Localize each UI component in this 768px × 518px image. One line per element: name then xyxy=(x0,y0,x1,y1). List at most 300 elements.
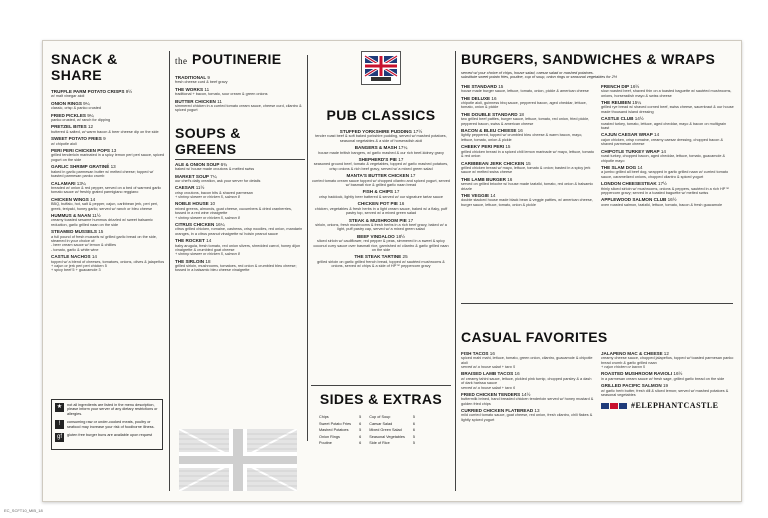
item-price: 17 xyxy=(398,157,404,163)
item-price: 12 xyxy=(87,124,94,130)
casual-right-wrap xyxy=(601,351,735,424)
item-description: grilled tenderloin marinated in a spicy lemon peri peri sauce, spiced yogurt on the side xyxy=(51,153,165,162)
menu-item xyxy=(51,213,165,227)
item-name: THE STEAK TARTINE xyxy=(354,254,402,260)
item-price: 9 xyxy=(207,75,210,80)
side-price: 5 xyxy=(412,415,416,419)
item-price: 11 xyxy=(204,86,210,92)
item-price: 14 xyxy=(637,164,643,170)
menu-item xyxy=(311,218,451,232)
menu-item xyxy=(461,112,595,126)
item-name: CAESAR xyxy=(175,185,195,191)
snack-section xyxy=(51,51,165,497)
legend-row xyxy=(55,433,159,442)
burgers-title: BURGERS, SANDWICHES & WRAPS xyxy=(461,51,716,67)
item-description: w/ garlic herb butter, fresh dill & sliced lemon; served w/ mashed potatoes & seasonal vegetables xyxy=(601,388,729,398)
item-name: FISH TACOS xyxy=(461,351,489,356)
menu-item xyxy=(461,193,595,207)
item-name: SWEET POTATO FRIES xyxy=(51,136,102,142)
item-name: MARKET SOUP xyxy=(175,173,209,179)
item-name: THE VEGGIE xyxy=(461,192,490,198)
item-price: 11½ xyxy=(92,212,101,218)
item-name: THE DOUBLE STANDARD xyxy=(461,111,518,117)
item-description: buttermilk brined, hand breaded chicken tenderloin served w/ honey mustard & golden fried chips xyxy=(461,397,594,406)
union-jack-graphic xyxy=(179,429,297,491)
social-row xyxy=(601,401,735,410)
item-price: 17 xyxy=(410,173,416,179)
soups-title: SOUPS & GREENS xyxy=(175,124,241,157)
pub-section xyxy=(311,51,451,497)
poutine-title-small: the xyxy=(175,56,188,66)
item-price: 18½ xyxy=(396,233,405,239)
item-description: crisp haddock, lightly beer battered & served w/ our signature tartar sauce xyxy=(318,194,444,199)
item-price: 17 xyxy=(408,217,414,223)
menu-item xyxy=(51,136,165,146)
item-name: THE WORKS xyxy=(175,86,204,92)
item-price: 9¼ xyxy=(83,100,90,106)
item-price: 15 xyxy=(525,160,531,166)
item-addon: + shrimp skewer or chicken 5, salmon 8 xyxy=(175,195,240,200)
item-price: 17½ xyxy=(657,181,667,187)
side-price: 5 xyxy=(412,441,416,446)
menu-item xyxy=(311,201,451,215)
item-description: crisp croutons, bacon bits & shaved parmesan xyxy=(175,190,253,195)
item-price: 9¼ xyxy=(87,112,94,118)
menu-item xyxy=(311,145,451,155)
social-icons xyxy=(601,403,627,409)
menu-item xyxy=(51,124,165,134)
item-price: 15 xyxy=(98,229,104,235)
item-name: CURRIED CHICKEN FLATBREAD xyxy=(461,408,534,414)
item-price: 13 xyxy=(534,408,540,414)
menu-item xyxy=(461,128,595,142)
item-price: 15 xyxy=(505,144,511,150)
side-price: 6 xyxy=(359,421,362,426)
side-price: 5 xyxy=(359,415,362,419)
column-divider xyxy=(307,55,308,441)
item-description: roasted turkey, tomato, lettuce, aged cheddar, mayo & bacon on multigrain toast xyxy=(601,121,727,131)
item-description: sliced sirloin w/ cauliflower, red pepper & peas, simmered in a sweet & spicy coconut curry sauce over basmati rice, garnished w/ cilantro & garlic grilled naan on the side xyxy=(313,239,449,252)
item-name: APPLEWOOD SALMON CLUB xyxy=(601,197,667,203)
menu-item xyxy=(311,254,451,268)
burgers-intro: served w/ your choice of chips, house salad, caesar salad or mashed potatoes. xyxy=(461,71,594,75)
hashtag: #ELEPHANTCASTLE xyxy=(631,401,719,411)
item-name: THE LAMB BURGER xyxy=(461,176,506,182)
item-description: grilled chicken breast w/ mayo, lettuce, tomato & onion; basted in a spicy jerk sauce w/ melted swiss cheese xyxy=(461,165,591,175)
item-description: chipotle aioli, guinness bbq sauce, peppered bacon, aged cheddar, lettuce, tomato, onion & pickle xyxy=(461,101,587,110)
item-price: 15¼ xyxy=(632,100,642,106)
side-price: 6 xyxy=(359,441,362,446)
column-divider xyxy=(169,51,170,491)
item-description: a jumbo grilled all beef dog, wrapped in garlic grilled naan w/ curried tomato sauce, caramelized onions, chopped cilantro & spiced yogurt xyxy=(601,170,729,179)
pub-items xyxy=(311,129,451,269)
item-name: ONION RINGS xyxy=(51,100,82,106)
menu-item xyxy=(461,371,595,389)
menu-item xyxy=(51,113,165,123)
poutine-title: POUTINERIE xyxy=(191,51,282,67)
side-name: Cup of Soup xyxy=(369,415,391,419)
legend-row xyxy=(55,420,159,429)
sides-row xyxy=(319,415,421,420)
legend-box xyxy=(51,399,163,450)
instagram-icon xyxy=(610,403,618,409)
item-name: FRENCH DIP xyxy=(601,83,629,89)
sides-row xyxy=(319,435,421,440)
item-description: grilled chicken breast in a spiced chili lemon marinade w/ mayo, lettuce, tomato & red onion xyxy=(461,149,594,159)
item-description: a full pound of fresh mussels w/ grilled garlic bread on the side, steamed in your choice of: xyxy=(51,234,157,243)
item-name: FISH & CHIPS xyxy=(362,189,393,195)
item-price: 14 xyxy=(90,196,96,202)
menu-item xyxy=(461,351,595,369)
item-price: 11 xyxy=(217,98,222,104)
menu-item xyxy=(51,101,165,111)
item-description: served on grilled brioche w/ house made tzatziki, tomato, red onion & balsamic drizzle xyxy=(461,182,594,191)
menu-item xyxy=(461,161,595,175)
item-price: 13¼ xyxy=(76,180,86,186)
side-price: 5 xyxy=(412,434,416,439)
item-name: CAJUN CAESAR WRAP xyxy=(601,132,653,138)
item-addon: + shrimp skewer or chicken 5, salmon 8 xyxy=(175,215,240,220)
item-price: 17½ xyxy=(413,129,423,134)
item-description: cajun chicken, crisp romaine, creamy caesar dressing, chopped bacon & shaved parmesan cheese xyxy=(601,137,723,147)
item-addon: served w/ a house salad + taco 5 xyxy=(461,365,516,370)
menu-item xyxy=(311,234,451,253)
item-name: CASTLE CLUB xyxy=(601,116,634,122)
menu-item xyxy=(461,144,595,158)
item-description: roast turkey, chopped bacon, aged cheddar, lettuce, tomato, guacamole & chipotle mayo xyxy=(601,154,726,163)
item-name: GARLIC SHRIMP GRATINÉ xyxy=(51,164,110,170)
item-name: NOBLE HOUSE xyxy=(175,201,209,207)
item-description: seasoned ground beef, tomato & vegetables, topped w/ garlic mashed potatoes, crisp onions & rich beef gravy, served w/ a mixed green salad xyxy=(313,162,449,171)
menu-item xyxy=(601,197,735,207)
menu-item xyxy=(311,157,451,171)
item-description: thinly sliced sirloin w/ mushrooms, onions & peppers, sautéed in a rich HP™ peppercorn gravy; served in a toasted baguette w/ melted swiss xyxy=(601,186,730,195)
item-name: THE REUBEN xyxy=(601,100,631,106)
menu-item xyxy=(175,238,303,256)
menu-item xyxy=(461,84,595,94)
item-name: CHEEKY PERI PERI xyxy=(461,144,505,150)
item-name: CHICKEN POT PIE xyxy=(357,201,398,207)
menu-item xyxy=(601,165,735,179)
menu-item xyxy=(175,87,303,97)
item-name: CHIPOTLE TURKEY WRAP xyxy=(601,148,660,154)
facebook-icon xyxy=(601,403,609,409)
legend-symbol: ! xyxy=(55,420,64,429)
item-name: CASTLE NACHOS xyxy=(51,254,91,260)
item-price: 16 xyxy=(517,128,523,134)
item-description: topped w/ a blend of cheeses, tomatoes, onions, olives & jalapeños xyxy=(51,259,165,264)
side-name: Caesar Salad xyxy=(369,421,393,426)
menu-item xyxy=(175,185,303,199)
item-description: chicken, vegetables & fresh herbs in a light cream sauce, baked w/ a flaky, puff pastry top, served w/ a mixed green salad xyxy=(314,206,448,216)
item-description: creamy cheese sauce, chopped jalapeños, topped w/ toasted parmesan panko bread crumb & garlic grilled naan xyxy=(601,356,734,365)
item-description: w/ creamy tahini sauce, lettuce, pickled pink turnip, chopped parsley & a dash of dark harissa sauce xyxy=(461,376,592,386)
side-name: Poutine xyxy=(319,441,332,446)
item-description: lightly peppered, topped w/ crumbled bleu cheese & warm bacon, mayo, lettuce, tomato, onion & pickle xyxy=(461,133,583,142)
item-price: 14 xyxy=(660,148,666,154)
item-description: citrus grilled chicken, romaine, cashews, crisp noodles, red onion, mandarin oranges, in a citrus peanut vinaigrette w/ hoisin peanut sauce xyxy=(175,227,303,236)
item-price: 17¼ xyxy=(398,145,408,151)
legend-symbol: ★ xyxy=(56,404,63,410)
poutine-soups-section xyxy=(175,51,303,497)
item-addon: + shrimp skewer or chicken 5, salmon 8 xyxy=(175,252,240,257)
elephant-flag-logo xyxy=(361,51,401,85)
item-price: 16¼ xyxy=(215,221,225,227)
menu-item xyxy=(601,116,735,130)
item-description: house made british bangers, w/ garlic mashed & our rich beef-kidney gravy xyxy=(318,150,444,155)
item-price: 15 xyxy=(498,83,504,89)
item-name: FRIED PICKLES xyxy=(51,112,86,118)
item-description: baked in garlic parmesan butter w/ melted cheese; topped w/ toasted parmesan panko crumb xyxy=(51,169,154,179)
item-name: PRETZEL BITES xyxy=(51,124,87,130)
item-price: 6¾ xyxy=(220,161,227,167)
menu-item xyxy=(175,222,303,236)
item-name: THE SIRLOIN xyxy=(175,258,205,264)
item-price: 16½ xyxy=(667,197,677,203)
sides-row xyxy=(319,428,421,433)
soups-items xyxy=(175,162,303,273)
menu-item xyxy=(175,174,303,184)
menu-item xyxy=(601,383,735,397)
menu-sheet xyxy=(42,40,742,502)
item-extra: - beer cream sauce w/ lemon & chillies - tomato, garlic & white wine xyxy=(51,243,116,252)
item-name: TRADITIONAL xyxy=(175,75,207,80)
side-name: Mixed Green Salad xyxy=(369,428,402,433)
item-description: sirloin, onions, fresh mushrooms & fresh herbs in a rich beef gravy, baked w/ a light, puff pastry cap, served w/ a mixed green salad xyxy=(315,222,447,232)
footer-code: EC_SCFT10_MIB_18 xyxy=(4,508,43,513)
poutine-items xyxy=(175,75,303,113)
item-name: PERI PERI CHICKEN POPS xyxy=(51,148,110,154)
pub-title: PUB CLASSICS xyxy=(326,107,436,123)
item-price: 14 xyxy=(490,192,496,198)
item-name: THE SLAM DOG xyxy=(601,164,637,170)
item-price: 7¼ xyxy=(210,173,217,179)
legend-text: not all ingredients are listed in the menu description, please inform your server of any dietary restrictions or allergies. xyxy=(67,403,158,416)
burgers-left xyxy=(461,84,595,209)
column-divider xyxy=(455,51,456,491)
item-price: 13 xyxy=(111,148,117,154)
item-price: 19 xyxy=(662,383,669,389)
menu-item xyxy=(175,201,303,219)
item-price: 14 xyxy=(654,132,660,138)
menu-item xyxy=(601,132,735,146)
item-price: 25 xyxy=(402,254,408,260)
menu-item xyxy=(51,89,165,99)
menu-item xyxy=(601,100,735,114)
side-name: Sweet Potato Fries xyxy=(319,421,352,426)
item-price: 14 xyxy=(91,254,97,260)
item-description: classic, crisp & panko crusted xyxy=(51,106,102,111)
item-description: grilled sirloin, mushrooms, tomatoes, red onion & crumbled bleu cheese; tossed in a balsamic bleu cheese vinaigrette xyxy=(175,263,297,273)
item-description: mild curried tomato sauce, goat cheese, red onion, fresh cilantro, chili flakes & lightly spiced yogurt xyxy=(461,413,593,422)
item-price: 14 xyxy=(206,238,212,244)
item-name: BUTTER CHICKEN xyxy=(175,98,216,104)
item-name: HUMMUS & NAAN xyxy=(51,212,91,218)
item-description: two grilled beef patties, burger sauce, lettuce, tomato, red onion, fried pickle, peppered bacon, swiss & american cheese xyxy=(461,117,590,126)
poutine-heading xyxy=(175,51,303,69)
menu-item xyxy=(51,254,165,273)
item-name: ROASTED MUSHROOM RAVIOLI xyxy=(601,371,673,377)
item-description: panko crusted, w/ ranch for dipping xyxy=(51,118,111,123)
menu-item xyxy=(175,75,303,85)
item-name: STUFFED YORKSHIRE PUDDING xyxy=(339,129,412,134)
item-price: 16½ xyxy=(673,371,683,377)
item-price: 11½ xyxy=(195,185,205,191)
snack-items xyxy=(51,89,165,273)
burgers-section xyxy=(461,51,735,497)
item-price: 18 xyxy=(205,258,211,264)
menu-item xyxy=(175,99,303,113)
item-name: ALE & ONION SOUP xyxy=(175,161,220,167)
menu-item xyxy=(461,96,595,110)
item-name: SHEPHERD'S PIE xyxy=(358,157,397,163)
sides-row xyxy=(319,422,421,427)
item-name: CITRUS CHICKEN xyxy=(175,221,215,227)
item-description: oven roasted salmon, tzatziki, lettuce, tomato, bacon & fresh guacamole xyxy=(601,202,723,207)
menu-item xyxy=(601,371,735,381)
legend-text: gluten free burger buns are available upon request xyxy=(67,433,153,438)
item-price: 14½ xyxy=(634,116,644,122)
legend-row xyxy=(55,403,159,416)
item-price: 18 xyxy=(518,111,524,117)
casual-title: CASUAL FAVORITES xyxy=(461,329,608,345)
menu-item xyxy=(51,148,165,162)
sides-table xyxy=(317,413,423,448)
menu-item xyxy=(461,392,595,406)
item-description: our chef's daily creation, ask your server for details xyxy=(175,179,261,184)
item-price: 16 xyxy=(507,176,513,182)
item-description: baked w/ house made croutons & melted swiss xyxy=(175,167,255,172)
menu-item xyxy=(311,129,451,143)
item-description: w/ chipotle aioli xyxy=(51,141,77,146)
menu-item xyxy=(175,162,303,172)
menu-item xyxy=(311,173,451,187)
side-price: 5 xyxy=(359,428,362,433)
item-name: THE ROCKET xyxy=(175,238,205,244)
item-price: 10 xyxy=(209,201,216,207)
item-description: baby arugula, fresh tomato, red onion slivers, shredded carrot, honey dijon vinaigrette & crumbled goat cheese xyxy=(175,243,301,252)
side-price: 6 xyxy=(359,434,362,439)
burgers-intro-sub: substitute sweet potato fries, poutine, cup of soup, onion rings or seasonal vegetables for 2½ xyxy=(461,75,617,80)
item-name: STEAMED MUSSELS xyxy=(51,229,97,235)
menu-item xyxy=(51,181,165,195)
sides-row xyxy=(319,441,421,446)
menu-item xyxy=(51,164,165,178)
item-description: tender roast beef & soft baked yorkshire pudding, served w/ mashed potatoes, seasonal vegetables & a side of horseradish aioli xyxy=(315,134,447,143)
burgers-columns xyxy=(461,84,735,209)
item-name: LONDON CHEESESTEAK xyxy=(601,181,657,187)
item-price: 13 xyxy=(110,164,116,170)
casual-right xyxy=(601,351,735,397)
item-description: in a parmesan cream sauce w/ fresh sage, grilled garlic bread on the side xyxy=(601,376,725,381)
legend-text: consuming raw or under-cooked meats, poultry or seafood may increase your risk of foodborne illness. xyxy=(67,420,155,429)
menu-item xyxy=(601,84,735,98)
item-description: BBQ, buffalo, hot, salt & pepper, cajun, caribbean jerk, peri peri, greek, teriyaki, honey garlic; served w/ ranch or bleu cheese xyxy=(51,202,159,211)
item-price: 9 xyxy=(103,136,106,142)
item-description: w/ malt vinegar aioli xyxy=(51,94,85,99)
burgers-right xyxy=(601,84,735,209)
item-name: FRIED CHICKEN TENDERS xyxy=(461,391,521,397)
item-price: 16 xyxy=(491,95,497,101)
menu-item xyxy=(311,189,451,199)
menu-item xyxy=(51,197,165,211)
sides-title: SIDES & EXTRAS xyxy=(311,391,451,407)
side-name: Onion Rings xyxy=(319,434,340,439)
item-name: GRILLED PACIFIC SALMON xyxy=(601,383,662,389)
item-extra: + cajun or jerk peri peri chicken 5 + spicy beef 5 + guacamole 3 xyxy=(51,264,107,273)
item-name: BANGERS & MASH xyxy=(354,145,398,151)
item-name: STEAK & MUSHROOM PIE xyxy=(348,217,407,223)
item-price: 9½ xyxy=(125,89,133,94)
item-description: double stacked house made black bean & veggie patties, w/ american cheese, burger sauce, lettuce, tomato, onion & pickle xyxy=(461,198,593,207)
item-description: grilled sirloin on garlic grilled french bread, topped w/ sautéed mushrooms & onions, served w/ chips & a side of HP™ peppercorn gravy xyxy=(317,259,445,269)
side-name: Seasonal Vegetables xyxy=(369,434,405,439)
item-name: THE DELUXE xyxy=(461,95,491,101)
item-price: 16 xyxy=(399,201,405,207)
item-price: 14½ xyxy=(521,391,531,397)
menu-item xyxy=(461,177,595,191)
side-name: Side of Rice xyxy=(369,441,390,446)
item-description: traditional + bacon, tomato, sour cream & green onions xyxy=(175,92,268,97)
item-name: TRUFFLE PARM POTATO CRISPS xyxy=(51,89,125,94)
menu-item xyxy=(51,229,165,252)
item-price: 16½ xyxy=(630,83,640,89)
item-name: MANTA'S BUTTER CHICKEN xyxy=(346,173,410,179)
item-description: spiced mahi mahi, lettuce, tomato, green onion, cilantro, guacamole & chipotle aioli xyxy=(461,356,593,365)
item-description: mixed greens, almonds, goat cheese, cucumbers & dried cranberries, tossed in a red wine vinaigrette xyxy=(175,206,292,216)
item-price: 16 xyxy=(489,351,495,356)
item-description: fresh cheese curd & beef gravy xyxy=(175,80,228,85)
item-name: JALAPENO MAC & CHEESE xyxy=(601,351,663,356)
item-addon: + cajun chicken or bacon 5 xyxy=(601,365,645,370)
item-price: 17 xyxy=(394,189,400,195)
snack-title: SNACK & SHARE xyxy=(51,51,118,83)
side-name: Mashed Potatoes xyxy=(319,428,349,433)
item-description: buttered & salted, w/ warm bacon & beer cheese dip on the side xyxy=(51,129,159,134)
item-description: curried tomato cream sauce topped w/ chopped cilantro and spiced yogurt, served w/ basmati rice & grilled garlic naan bread xyxy=(311,178,451,188)
item-description: simmered chicken in a curried tomato cream sauce, cheese curd, cilantro & spiced yogurt xyxy=(175,104,302,113)
item-name: BRAISED LAMB TACOS xyxy=(461,371,514,377)
menu-item xyxy=(601,351,735,369)
legend-symbol: gf xyxy=(56,434,62,441)
item-description: creamy toasted sesame hummus drizzled w/ sweet balsamic reduction, garlic grilled naan on the side xyxy=(51,218,153,227)
side-price: 6 xyxy=(412,428,416,433)
side-name: Chips xyxy=(319,415,329,419)
side-price: 6 xyxy=(412,421,416,426)
item-addon: served w/ a house salad + taco 6 xyxy=(461,385,516,390)
item-name: CHICKEN WINGS xyxy=(51,196,89,202)
item-name: CARIBBEAN JERK CHICKEN xyxy=(461,160,525,166)
item-name: BACON & BLEU CHEESE xyxy=(461,128,517,134)
twitter-icon xyxy=(619,403,627,409)
casual-left xyxy=(461,351,595,424)
menu-item xyxy=(601,149,735,163)
item-price: 12 xyxy=(663,351,669,356)
item-name: THE STANDARD xyxy=(461,83,497,89)
item-name: CALAMARI xyxy=(51,180,76,186)
casual-columns xyxy=(461,351,735,424)
item-description: house made burger sauce, lettuce, tomato, onion, pickle & american cheese xyxy=(461,89,589,94)
item-description: slow roasted beef, shaved thin on a toasted baguette w/ sautéed mushrooms, onions, horseradish mayo & swiss cheese xyxy=(601,89,732,98)
item-description: breaded w/ onion & red pepper, served on a bed of warmed garlic tomato sauce w/ freshly grated parmigiano reggiano xyxy=(51,185,162,195)
menu-item xyxy=(461,408,595,422)
legend-list xyxy=(55,403,159,442)
menu-item xyxy=(601,181,735,195)
menu-item xyxy=(175,259,303,273)
item-description: grilled rye bread w/ shaved corned beef, swiss cheese, sauerkraut & our house made thousand island dressing xyxy=(601,105,734,114)
item-name: BEEF VINDALOO xyxy=(356,233,395,239)
item-price: 16 xyxy=(514,371,520,377)
